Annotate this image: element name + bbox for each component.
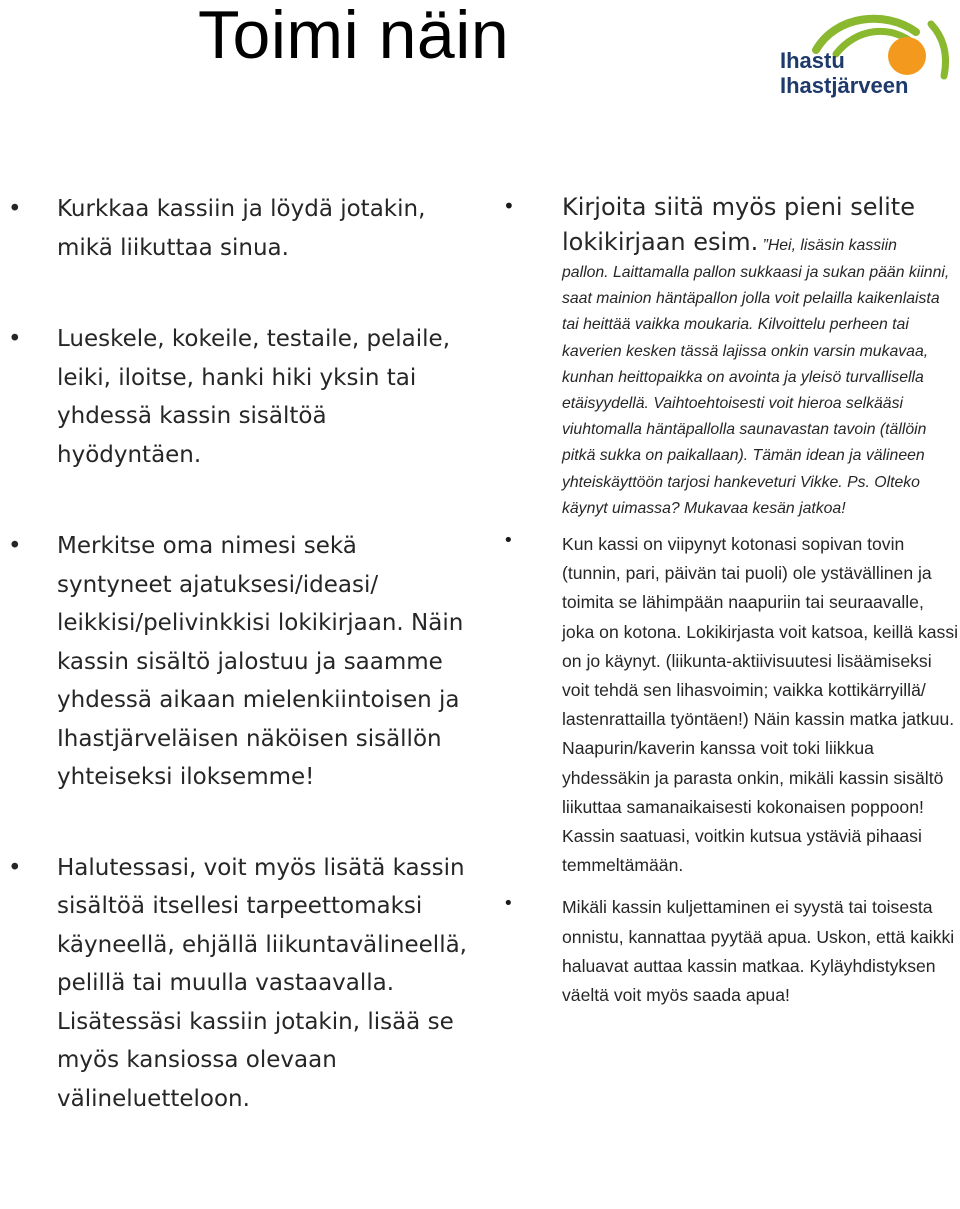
- list-item: [0, 849, 478, 1119]
- logo-wordmark: [780, 48, 908, 98]
- left-bullet-list: [0, 190, 478, 1118]
- list-item: [0, 527, 478, 797]
- list-item: [0, 190, 478, 267]
- bullet-icon: •: [8, 854, 22, 881]
- list-item: [0, 320, 478, 474]
- list-item-text: Mikäli kassin kuljettaminen ei syystä tai toisesta onnistu, kannattaa pyytää apua. Uskon, että kaikki haluavat auttaa kassin matkaa. Kyläyhdistyksen väeltä voit myös saada apua!: [562, 897, 955, 1006]
- logo-line-1: Ihastu: [780, 48, 845, 73]
- list-item: [500, 190, 960, 522]
- list-item-text: Halutessasi, voit myös lisätä kassin sisältöä itsellesi tarpeettomaksi käyneellä, ehjällä liikuntavälineellä, pelillä tai muulla vastaavalla. Lisätessäsi kassiin jotakin, lisää se myös kansiossa olevaan välineluetteloon.: [57, 854, 467, 1112]
- list-item-text: Kurkkaa kassiin ja löydä jotakin, mikä liikuttaa sinua.: [57, 196, 426, 261]
- right-bullet-list: [500, 190, 960, 1010]
- page-title: Toimi näin: [198, 0, 510, 73]
- right-column: [500, 190, 960, 1010]
- bullet-icon: •: [503, 893, 514, 915]
- bullet-icon: •: [503, 530, 514, 552]
- list-item-text: Kun kassi on viipynyt kotonasi sopivan tovin (tunnin, pari, päivän tai puoli) ole ystävällinen ja toimita se lähimpään naapuriin tai seuraavalle, joka on kotona. Lokikirjasta voit katsoa, keillä kassi on jo käynyt. (liikunta-aktiivisuutesi lisäämiseksi voit tehdä sen lihasvoimin; vaikka kottikärryillä/ lastenrattailla työntäen!) Näin kassin matka jatkuu. Naapurin/kaverin kanssa voit toki liikkua yhdessäkin ja parasta onkin, mikäli kassin sisältö liikuttaa samanaikaisesti kokonaisen poppoon! Kassin saatuasi, voitkin kutsua ystäviä pihaasi temmeltämään.: [562, 534, 959, 876]
- ihastu-ihastjarveen-logo: [776, 10, 956, 112]
- list-item-text: Merkitse oma nimesi sekä syntyneet ajatuksesi/ideasi/ leikkisi/pelivinkkisi lokikirjaan. Näin kassin sisältö jalostuu ja saamme yhdessä aikaan mielenkiintoisen ja Ihastjärveläisen näköisen sisällön yhteiseksi iloksemme!: [57, 533, 464, 790]
- logo-line-2: Ihastjärveen: [780, 73, 909, 98]
- bullet-icon: •: [8, 533, 22, 559]
- left-column: [0, 190, 478, 1118]
- list-item: [500, 893, 960, 1010]
- list-item-lead: Kirjoita siitä myös pieni selite lokikirjaan esim.: [562, 193, 915, 256]
- bullet-icon: •: [503, 194, 515, 218]
- list-item-text: Lueskele, kokeile, testaile, pelaile, leiki, iloitse, hanki hiki yksin tai yhdessä kassin sisältöä hyödyntäen.: [57, 326, 450, 468]
- list-item: [500, 530, 960, 880]
- log-example-text: pallon. Laittamalla pallon sukkaasi ja sukan pään kiinni, saat mainion häntäpallon jolla voit pelailla kaikenlaista tai heittää vaikka moukaria. Kilvoittelu perheen tai kaverien kesken tässä lajissa onkin varsin mukavaa, kunhan heittopaikka on avointa ja yleisö turvallisella etäisyydellä. Vaihtoehtoisesti voit hieroa selkääsi viuhtomalla häntäpallolla saunavastan tavoin (tällöin pitkä sukka on paikallaan). Tämän idean ja välineen yhteiskäyttöön tarjosi hankeveturi Vikke. Ps. Olteko käynyt uimassa? Mukavaa kesän jatkoa!: [562, 264, 950, 517]
- log-example-quote: ”Hei, lisäsin kassiin: [758, 237, 897, 254]
- bullet-icon: •: [8, 326, 22, 352]
- bullet-icon: •: [8, 196, 22, 222]
